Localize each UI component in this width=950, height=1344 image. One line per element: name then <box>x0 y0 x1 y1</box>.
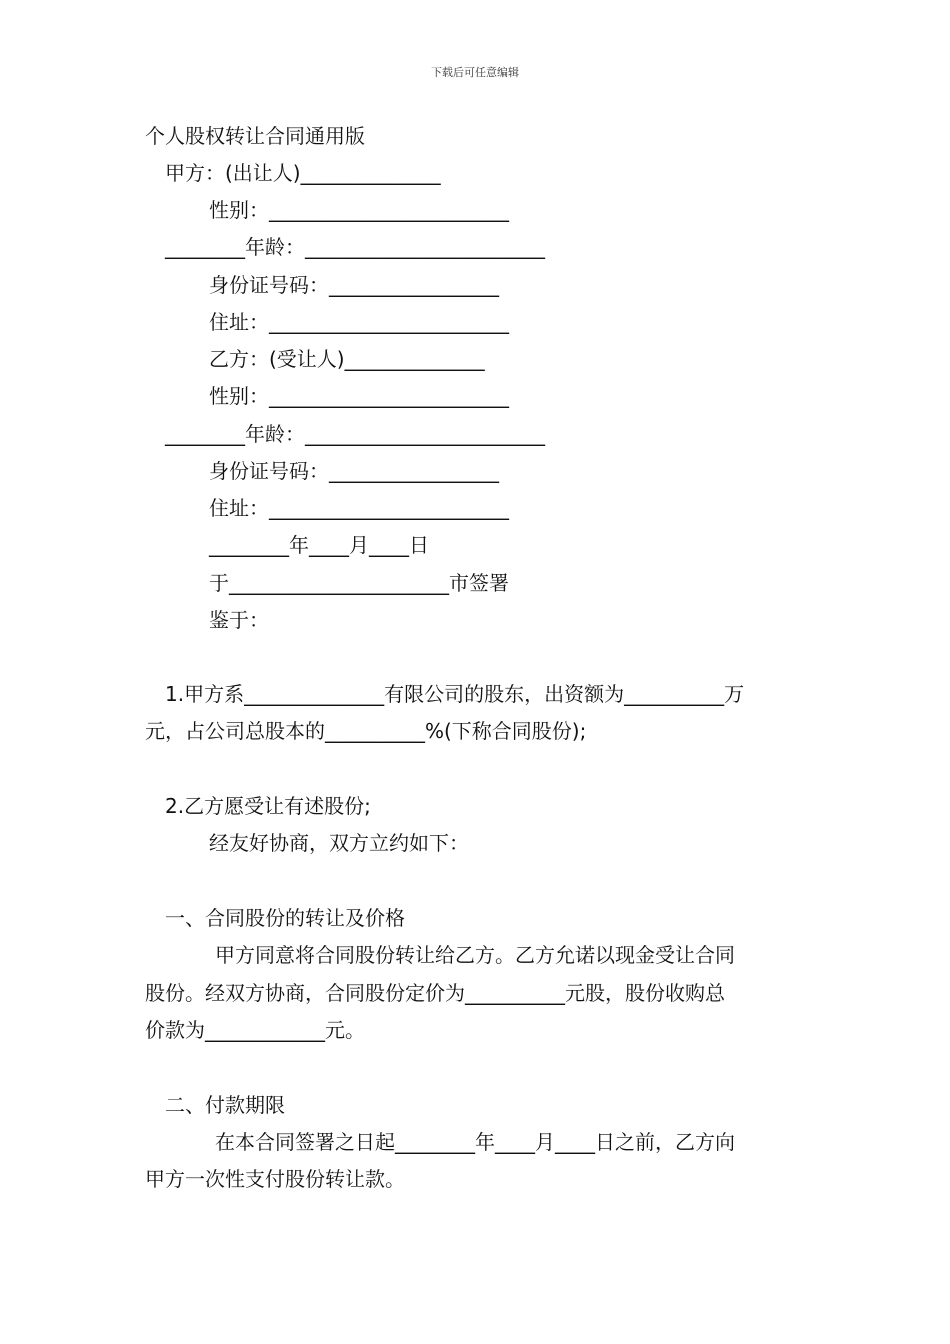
signing-place: 于______________________市签署 <box>209 571 509 595</box>
party-b-address: 住址：________________________ <box>209 496 509 520</box>
header-note: 下载后可任意编辑 <box>431 66 519 79</box>
party-a-gender: 性别：________________________ <box>209 198 509 222</box>
section-1-line-3: 价款为____________元。 <box>145 1018 365 1042</box>
section-1-line-2: 股份。经双方协商，合同股份定价为__________元股，股份收购总 <box>145 981 725 1005</box>
party-a-id-number: 身份证号码：_________________ <box>209 273 499 297</box>
party-b-gender: 性别：________________________ <box>209 384 509 408</box>
section-2-heading: 二、付款期限 <box>165 1093 285 1117</box>
party-a-heading: 甲方：(出让人)______________ <box>165 161 441 185</box>
clause-1-line-1: 1.甲方系______________有限公司的股东，出资额为__________万 <box>165 682 745 706</box>
clause-2: 2.乙方愿受让有述股份; <box>165 794 371 818</box>
party-a-age: ________年龄：________________________ <box>165 235 545 259</box>
document-title: 个人股权转让合同通用版 <box>145 124 365 148</box>
agreement-intro: 经友好协商，双方立约如下： <box>209 831 469 855</box>
section-2-line-1: 在本合同签署之日起________年____月____日之前，乙方向 <box>215 1130 735 1154</box>
party-b-id-number: 身份证号码：_________________ <box>209 459 499 483</box>
signing-date: ________年____月____日 <box>209 533 429 557</box>
party-a-address: 住址：________________________ <box>209 310 509 334</box>
party-b-heading: 乙方：(受让人)______________ <box>209 347 485 371</box>
section-1-heading: 一、合同股份的转让及价格 <box>165 906 405 930</box>
whereas-label: 鉴于： <box>209 608 269 632</box>
party-b-age: ________年龄：________________________ <box>165 422 545 446</box>
section-1-line-1: 甲方同意将合同股份转让给乙方。乙方允诺以现金受让合同 <box>215 943 735 967</box>
clause-1-line-2: 元，占公司总股本的__________%(下称合同股份); <box>145 719 587 743</box>
section-2-line-2: 甲方一次性支付股份转让款。 <box>145 1167 405 1191</box>
